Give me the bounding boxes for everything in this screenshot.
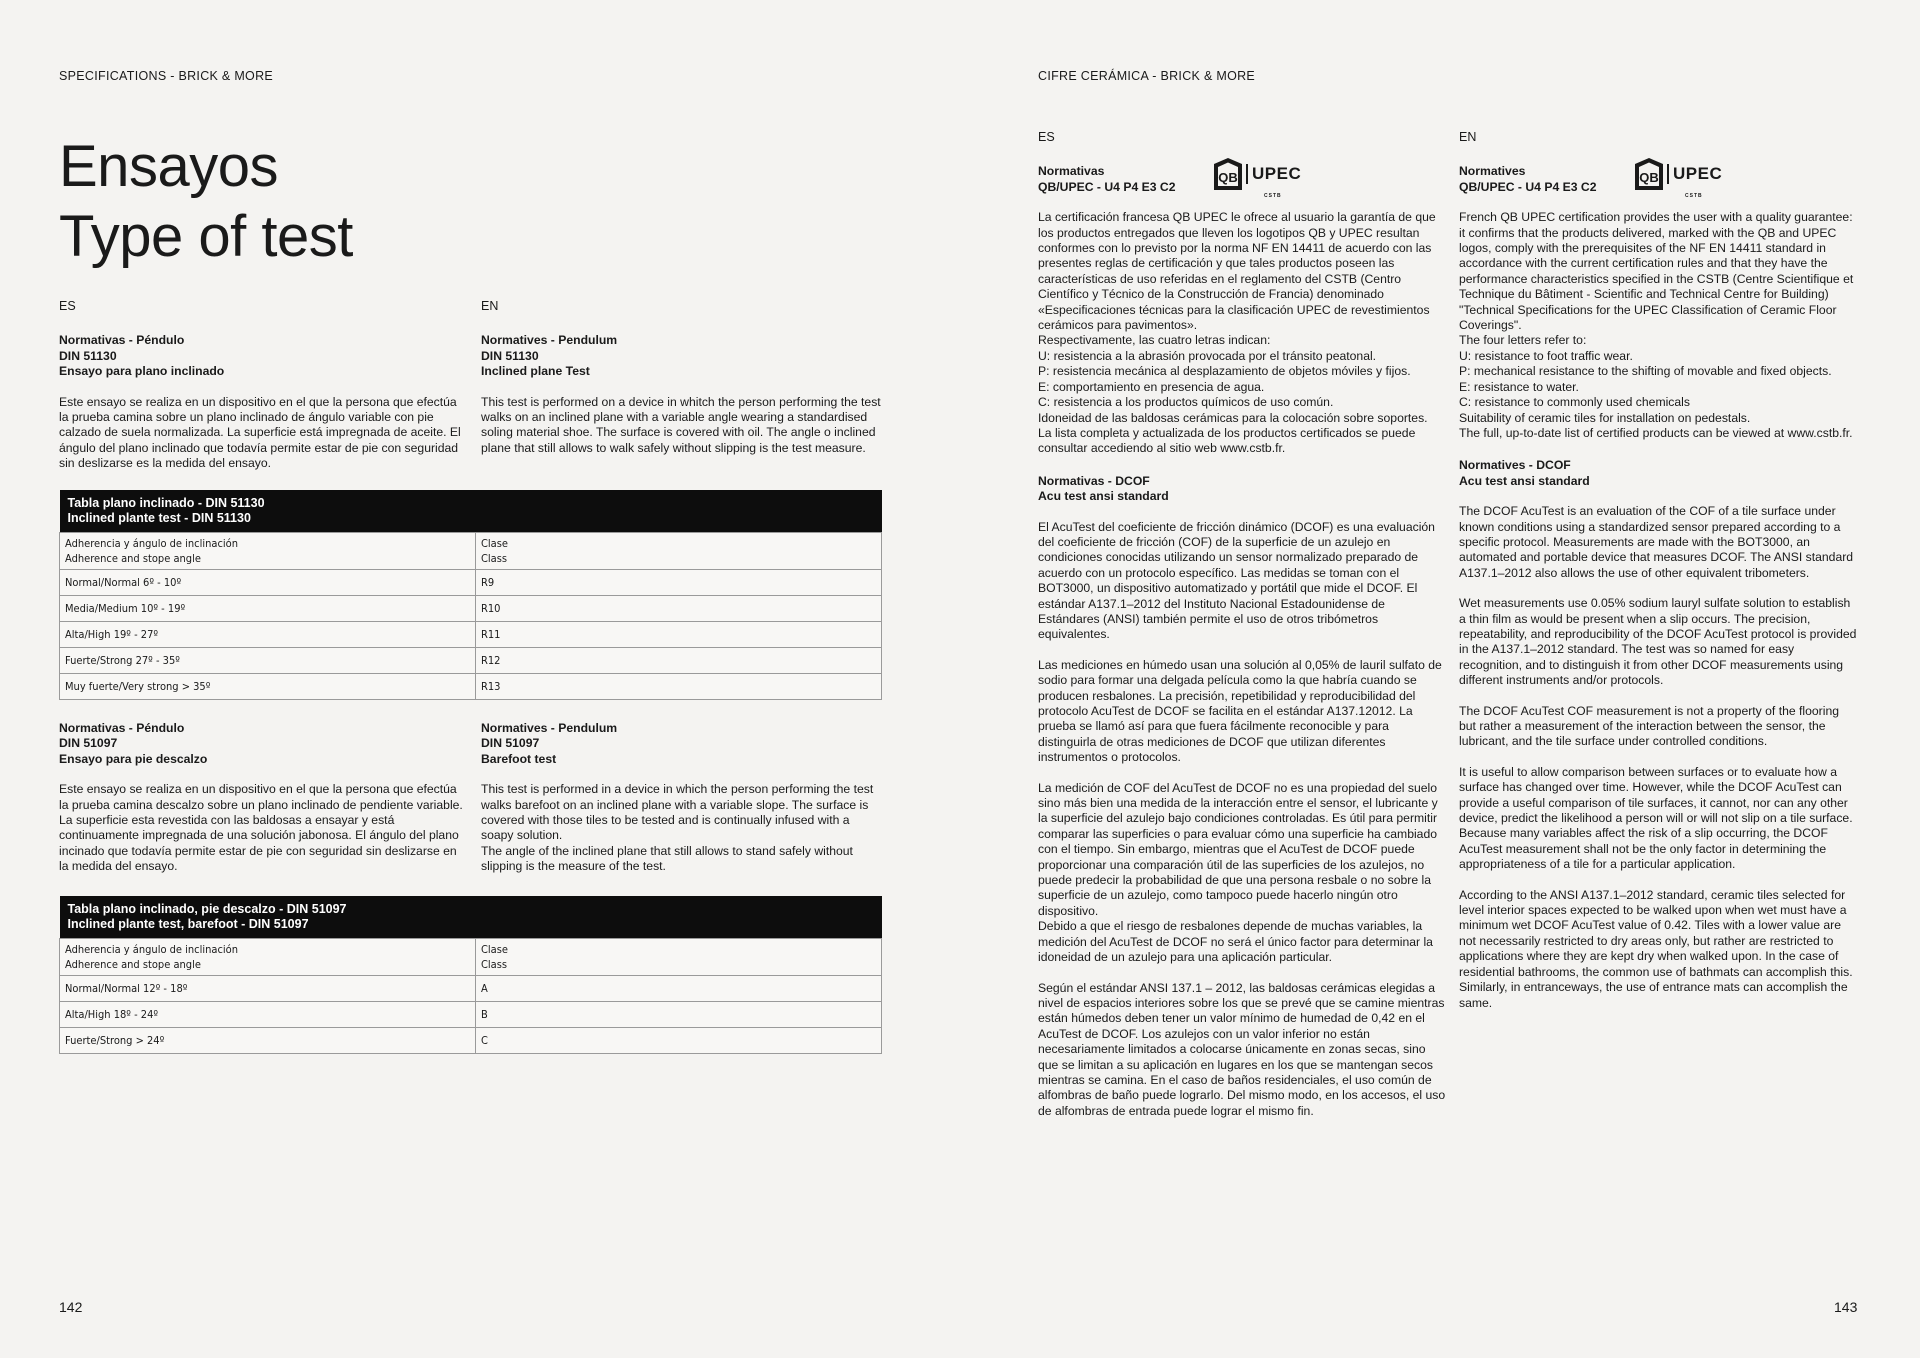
table-cell: A bbox=[476, 976, 882, 1002]
page-number: 142 bbox=[59, 1299, 83, 1315]
table-cell: Alta/High 19º - 27º bbox=[60, 622, 476, 648]
upec-subtext: CSTB bbox=[1685, 193, 1703, 200]
running-head: SPECIFICATIONS - BRICK & MORE bbox=[59, 69, 274, 83]
title-line-es: Ensayos bbox=[59, 134, 278, 199]
table-row bbox=[60, 648, 882, 674]
body-text: Wet measurements use 0.05% sodium lauryl sulfate solution to establish a thin film as would be present when a slip occurs. The precision, repeatability, and reproducibility of the DCOF AcuTest protocol is provided in the A137.1–2012 standard. The test was so named for easy recognition, and to distinguish it from other DCOF measurements using different instruments and/or protocols. bbox=[1459, 596, 1857, 688]
body-text: Las mediciones en húmedo usan una solución al 0,05% de lauril sulfato de sodio para formar una delgada película como la que habría cuando se producen resbalones. La precisión, repetibilidad y reproducibilidad del protocolo AcuTest de DCOF se facilita en el estándar A137.12012. La prueba se llamó así para que fuera fácilmente reconocible y para distinguirla de otras mediciones de DCOF que utilizan diferentes instrumentos o protocolos. bbox=[1038, 657, 1442, 765]
table-header-row bbox=[60, 533, 882, 570]
section-heading bbox=[59, 721, 469, 767]
es-column bbox=[1038, 130, 1446, 1119]
table-cell: R10 bbox=[476, 596, 882, 622]
column-header-es: Adherencia y ángulo de inclinación bbox=[65, 537, 238, 550]
column-header bbox=[60, 939, 476, 976]
table-row bbox=[60, 622, 882, 648]
column-header-es: Clase bbox=[481, 943, 508, 956]
svg-text:QB: QB bbox=[1639, 170, 1659, 186]
heading-line: Normatives - Pendulum bbox=[481, 333, 618, 348]
body-text: French QB UPEC certification provides the user with a quality guarantee: it confirms that the products delivered, marked with the QB and UPEC logos, comply with the prerequisites of the NF EN 14411 standard in accordance with the current certification rules and that they have the performance characteristics specified in the CSTB (Centre Scientifique et Technique du Bâtiment - Scientific and Technical Centre for Building) "Technical Specifications for the UPEC Classification of Ceramic Floor Coverings". The four letters refer to: U: resistance to foot traffic wear. P: mechanical resistance to the shifting of movable and fixed objects. E: resistance to water. C: resistance to commonly used chemicals Suitability of ceramic tiles for installation on pedestals. The full, up-to-date list of certified products can be viewed at www.cstb.fr. bbox=[1459, 210, 1854, 440]
table-cell: Fuerte/Strong > 24º bbox=[60, 1028, 476, 1054]
table-title bbox=[60, 490, 882, 533]
body-text: La certificación francesa QB UPEC le ofrece al usuario la garantía de que los productos entregados que lleven los logotipos QB y UPEC resultan conformes con lo previsto por la norma NF EN 14411 de acuerdo con las presentes reglas de certificación y que tales productos poseen las características de uso referidas en el reglamento del CSTB (Centro Científico y Técnico de la Construcción de Francia) denominado «Especificaciones técnicas para la clasificación UPEC de revestimientos cerámicos para pavimentos». Respectivamente, las cuatro letras indican: U: resistencia a la abrasión provocada por el tránsito peatonal. P: resistencia mecánica al desplazamiento de objetos móviles y fijos. E: comportamiento en presencia de agua. C: resistencia a los productos químicos de uso común. Idoneidad de las baldosas cerámicas para la colocación sobre soportes. La lista completa y actualizada de los productos certificados se puede consultar accediendo al sitio web www.cstb.fr. bbox=[1038, 210, 1436, 456]
body-text: This test is performed in a device in which the person performing the test walks barefoot on an inclined plane with a variable slope. The surface is covered with those tiles to be tested and is continually infused with a soapy solution. The angle of the inclined plane that still allows to stand safely without slipping is the measure of the test. bbox=[481, 782, 874, 874]
table-cell: C bbox=[476, 1028, 882, 1054]
heading-line: DIN 51130 bbox=[59, 348, 117, 363]
section-heading bbox=[59, 333, 469, 379]
table-row bbox=[60, 570, 882, 596]
title-line-en: Type of test bbox=[59, 204, 353, 269]
table-cell: R13 bbox=[476, 674, 882, 700]
table-cell: Alta/High 18º - 24º bbox=[60, 1002, 476, 1028]
column-header-en: Class bbox=[481, 958, 508, 971]
qb-upec-logo bbox=[1212, 156, 1302, 200]
table-title-en: Inclined plante test - DIN 51130 bbox=[67, 511, 251, 525]
lang-label: ES bbox=[1038, 130, 1055, 144]
table-title bbox=[60, 896, 882, 939]
table-cell: R12 bbox=[476, 648, 882, 674]
en-column bbox=[1459, 130, 1859, 1011]
table-cell: Normal/Normal 6º - 10º bbox=[60, 570, 476, 596]
body-text: The DCOF AcuTest COF measurement is not a property of the flooring but rather a measurement of the interaction between the sensor, the lubricant, and the tile surface under controlled conditions. bbox=[1459, 703, 1840, 749]
upec-word: UPEC bbox=[1252, 164, 1302, 184]
section-heading bbox=[481, 721, 881, 767]
column-header-en: Adherence and stope angle bbox=[65, 958, 201, 971]
table-cell: Fuerte/Strong 27º - 35º bbox=[60, 648, 476, 674]
upec-logo-text bbox=[1246, 164, 1302, 200]
table-cell: B bbox=[476, 1002, 882, 1028]
svg-text:QB: QB bbox=[1218, 170, 1238, 186]
body-text: Este ensayo se realiza en un dispositivo en el que la persona que efectúa la prueba camina sobre un plano inclinado de ángulo variable con pie calzado de suela normalizada. La superficie está impregnada de aceite. El ángulo del plano inclinado que todavía permite estar de pie con seguridad sin deslizarse es la medida del ensayo. bbox=[59, 394, 461, 471]
heading-line: Normatives bbox=[1459, 164, 1526, 179]
body-text: It is useful to allow comparison between surfaces or to evaluate how a surface has changed over time. However, while the DCOF AcuTest can provide a useful comparison of tile surfaces, it cannot, nor can any other device, predict the likelihood a person will or will not slip on a tile surface. Because many variables affect the risk of a slip occurring, the DCOF AcuTest measurement shall not be the only factor in determining the appropriateness of a tile for a particular application. bbox=[1459, 764, 1853, 872]
qb-upec-logo bbox=[1633, 156, 1723, 200]
table-row bbox=[60, 976, 882, 1002]
heading-line: Normativas - Péndulo bbox=[59, 333, 185, 348]
heading-line: DIN 51097 bbox=[59, 736, 118, 751]
page-number: 143 bbox=[1834, 1299, 1858, 1315]
body-text: Este ensayo se realiza en un dispositivo en el que la persona que efectúa la prueba camina descalzo sobre un plano inclinado de pendiente variable. La superficie esta revestida con las baldosas a ensayar y está continuamente impregnada de una solución jabonosa. El ángulo del plano incinado que todavía permite estar de pie con seguridad sin deslizarse en la medida del ensayo. bbox=[59, 782, 463, 874]
body-text: According to the ANSI A137.1–2012 standard, ceramic tiles selected for level interior spaces expected to be walked upon when wet must have a minimum wet DCOF AcuTest value of 0.42. Tiles with a lower value are not necessarily restricted to dry areas only, but rather are restricted to applications where they are kept dry when walked upon. In the case of residential bathrooms, the common use of bathmats can accomplish this. Similarly, in entranceways, the use of entrance mats can accomplish the same. bbox=[1459, 887, 1853, 1010]
heading-line: Ensayo para plano inclinado bbox=[59, 364, 225, 379]
column-header bbox=[476, 533, 882, 570]
normativas-header bbox=[1038, 164, 1446, 200]
table-cell: Muy fuerte/Very strong > 35º bbox=[60, 674, 476, 700]
table-row bbox=[60, 1002, 882, 1028]
table-title-en: Inclined plante test, barefoot - DIN 51097 bbox=[67, 917, 309, 931]
column-header bbox=[476, 939, 882, 976]
section-heading bbox=[1459, 164, 1639, 195]
page-title bbox=[59, 132, 353, 272]
section-heading bbox=[1038, 474, 1446, 505]
table-cell: Normal/Normal 12º - 18º bbox=[60, 976, 476, 1002]
table-cell: R11 bbox=[476, 622, 882, 648]
en-section-din51130 bbox=[481, 299, 881, 456]
body-text: El AcuTest del coeficiente de fricción dinámico (DCOF) es una evaluación del coeficiente de fricción (COF) de la superficie de un azulejo en condiciones conocidas utilizando un sensor normalizado preparado de acuerdo con un protocolo específico. Las medidas se toman con el BOT3000, un dispositivo automatizado y portátil que mide el DCOF. El estándar A137.1–2012 del Instituto Nacional Estadounidense de Estándares (ANSI) también permite el uso de otros tribómetros equivalentes. bbox=[1038, 519, 1435, 642]
body-text: This test is performed on a device in whitch the person performing the test walks on an inclined plane with a variable angle wearing a standardised soling material shoe. The surface is covered with oil. The angle o inclined plane that still allows to walk safely without slipping is the test measure. bbox=[481, 394, 881, 455]
table-row bbox=[60, 596, 882, 622]
heading-line: Acu test ansi standard bbox=[1459, 473, 1590, 488]
section-heading bbox=[1459, 458, 1859, 489]
table-din51130 bbox=[59, 490, 882, 700]
heading-line: Normativas - Péndulo bbox=[59, 721, 185, 735]
qb-shield-icon bbox=[1633, 156, 1665, 192]
table-din51097 bbox=[59, 896, 882, 1054]
en-section-din51097 bbox=[481, 721, 881, 875]
running-head: CIFRE CERÁMICA - BRICK & MORE bbox=[1038, 69, 1256, 83]
es-section-din51097 bbox=[59, 721, 469, 875]
table-title-es: Tabla plano inclinado, pie descalzo - DIN 51097 bbox=[67, 902, 347, 916]
heading-line: DIN 51130 bbox=[481, 348, 539, 363]
lang-label: EN bbox=[481, 299, 499, 313]
right-page bbox=[960, 0, 1920, 1358]
table-cell: R9 bbox=[476, 570, 882, 596]
body-text: Según el estándar ANSI 137.1 – 2012, las baldosas cerámicas elegidas a nivel de espacios interiores sobre los que se prevé que se camine mientras están húmedos deben tener un valor mínimo de humedad de 0,42 en el AcuTest de DCOF. Los azulejos con un valor inferior no están necesariamente limitados a colocarse únicamente en zonas secas, sino que se limitan a su aplicación en lugares en los que se mantengan secos mientras se camina. En el caso de baños residenciales, el uso común de alfombras de baño puede lograrlo. Del mismo modo, en los accesos, el uso de alfombras de entrada puede lograr el mismo fin. bbox=[1038, 980, 1446, 1118]
lang-label: EN bbox=[1459, 130, 1477, 144]
body-text: The DCOF AcuTest is an evaluation of the COF of a tile surface under known conditions using a standardized sensor prepared according to a specific protocol. Measurements are made with the BOT3000, an automated and portable device that measures DCOF. The ANSI standard A137.1–2012 also allows the use of other equivalent tribometers. bbox=[1459, 504, 1854, 580]
heading-line: Normatives - Pendulum bbox=[481, 721, 618, 735]
upec-subtext: CSTB bbox=[1264, 193, 1282, 200]
table-header-row bbox=[60, 939, 882, 976]
heading-line: Normatives - DCOF bbox=[1459, 458, 1571, 473]
heading-line: QB/UPEC - U4 P4 E3 C2 bbox=[1459, 179, 1597, 194]
heading-line: Ensayo para pie descalzo bbox=[59, 751, 208, 766]
heading-line: QB/UPEC - U4 P4 E3 C2 bbox=[1038, 179, 1176, 194]
table-cell: Media/Medium 10º - 19º bbox=[60, 596, 476, 622]
lang-label: ES bbox=[59, 299, 76, 313]
table-row bbox=[60, 674, 882, 700]
heading-line: Normativas bbox=[1038, 164, 1105, 179]
column-header-es: Adherencia y ángulo de inclinación bbox=[65, 943, 238, 956]
heading-line: Normativas - DCOF bbox=[1038, 473, 1150, 488]
column-header-en: Adherence and stope angle bbox=[65, 552, 201, 565]
heading-line: Barefoot test bbox=[481, 751, 557, 766]
normatives-header bbox=[1459, 164, 1859, 200]
column-header bbox=[60, 533, 476, 570]
body-text: La medición de COF del AcuTest de DCOF no es una propiedad del suelo sino más bien una medida de la interacción entre el sensor, el lubricante y la superficie del azulejo bajo condiciones controladas. Es útil para permitir comparar las superficies o para evaluar cómo una superficie ha cambiado con el tiempo. Sin embargo, mientras que el AcuTest de DCOF puede proporcionar una comparación útil de las superficies de los azulejos, no puede predecir la probabilidad de que una persona resbale o no sobre la superficie de un azulejo, como tampoco puede hacerlo ningún otro dispositivo. Debido a que el riesgo de resbalones depende de muchas variables, la medición del AcuTest de DCOF no será el único factor para determinar la idoneidad de un azulejo para una aplicación particular. bbox=[1038, 780, 1438, 965]
heading-line: Inclined plane Test bbox=[481, 364, 590, 379]
table-row bbox=[60, 1028, 882, 1054]
column-header-es: Clase bbox=[481, 537, 508, 550]
heading-line: Acu test ansi standard bbox=[1038, 489, 1169, 504]
upec-word: UPEC bbox=[1673, 164, 1723, 184]
qb-shield-icon bbox=[1212, 156, 1244, 192]
table-title-es: Tabla plano inclinado - DIN 51130 bbox=[67, 496, 265, 510]
upec-logo-text bbox=[1667, 164, 1723, 200]
es-section-din51130 bbox=[59, 299, 469, 472]
section-heading bbox=[1038, 164, 1218, 195]
heading-line: DIN 51097 bbox=[481, 736, 540, 751]
column-header-en: Class bbox=[481, 552, 508, 565]
section-heading bbox=[481, 333, 881, 379]
